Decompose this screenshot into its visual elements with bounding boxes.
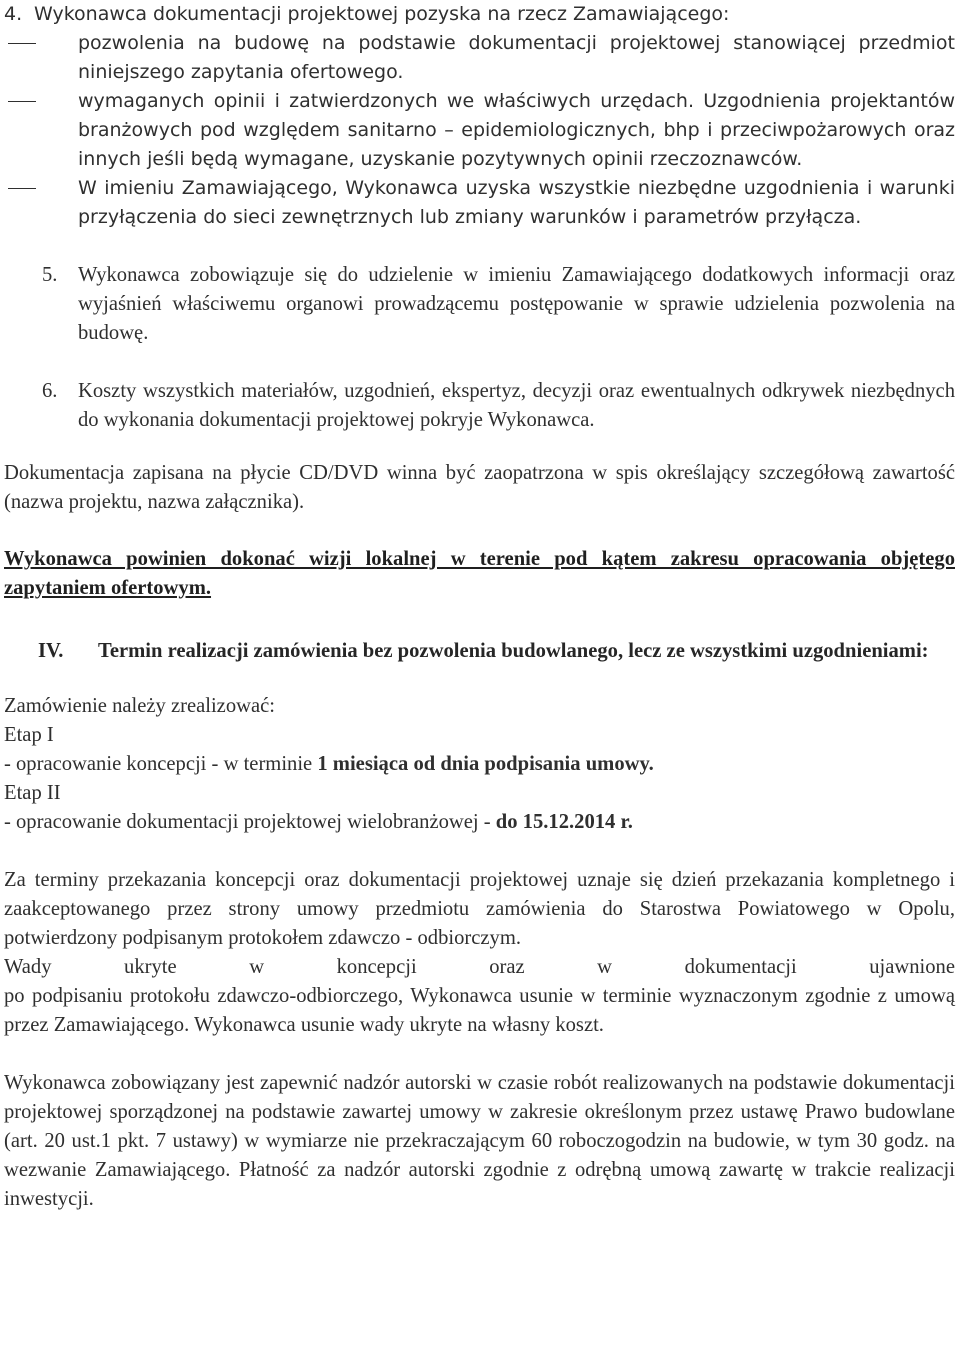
bullet-item <box>4 87 955 174</box>
schedule-block <box>4 692 955 837</box>
site-visit-notice: Wykonawca powinien dokonać wizji lokalnej w terenie pod kątem zakresu opracowania objętego zapytaniem ofertowym. <box>4 548 955 599</box>
section-title: Termin realizacji zamówienia bez pozwolenia budowlanego, lecz ze wszystkimi uzgodnieniami: <box>98 640 929 662</box>
dash-bullet <box>8 43 36 44</box>
supervision-paragraph: Wykonawca zobowiązany jest zapewnić nadzór autorski w czasie robót realizowanych na podstawie dokumentacji projektowej sporządzonej na podstawie zawartej umowy w zakresie określonym przez ustawę Prawo budowlane (art. 20 ust.1 pkt. 7 ustawy) w wymiarze nie przekraczającym 60 roboczogodzin na budowie, w tym 30 godz. na wezwanie Zamawiającego. Płatność za nadzór autorski zgodnie z odrębną umową zawartę w trakcie realizacji inwestycji. <box>4 1072 955 1210</box>
stage-2-text: - opracowanie dokumentacji projektowej wielobranżowej - <box>4 811 496 833</box>
list-number: 4. <box>4 3 23 25</box>
list-item-4 <box>4 0 955 232</box>
schedule-intro: Zamówienie należy zrealizować: <box>4 695 275 717</box>
dash-bullet <box>8 101 36 102</box>
bullet-text: W imieniu Zamawiającego, Wykonawca uzyska wszystkie niezbędne uzgodnienia i warunki przyłączenia do sieci zewnętrznych lub zmiany warunków i parametrów przyłącza. <box>78 177 955 228</box>
bullet-text: pozwolenia na budowę na podstawie dokumentacji projektowej stanowiącej przedmiot niniejszego zapytania ofertowego. <box>78 32 955 83</box>
bullet-item <box>4 29 955 87</box>
document-page <box>4 0 955 1214</box>
list-item-5 <box>4 261 955 348</box>
list-item-text: Wykonawca dokumentacji projektowej pozyska na rzecz Zamawiającego: <box>34 3 730 25</box>
list-number: 6. <box>42 380 58 402</box>
stage-2-deadline: do 15.12.2014 r. <box>495 811 633 833</box>
bullet-text: wymaganych opinii i zatwierdzonych we właściwych urzędach. Uzgodnienia projektantów branżowych pod względem sanitarno – epidemiologicznych, bhp i przeciwpożarowych oraz innych jeśli będą wymagane, uzyskanie pozytywnych opinii rzeczoznawców. <box>78 90 955 170</box>
defects-paragraph: po podpisaniu protokołu zdawczo-odbiorczego, Wykonawca usunie w terminie wyznaczonym zgodnie z umową przez Zamawiającego. Wykonawca usunie wady ukryte na własny koszt. <box>4 985 955 1036</box>
list-item-6 <box>4 377 955 435</box>
list-item-4-intro <box>4 0 955 29</box>
dash-bullet <box>8 188 36 189</box>
stage-1-text: - opracowanie koncepcji - w terminie <box>4 753 318 775</box>
stage-1-line <box>4 750 955 779</box>
section-number: IV. <box>38 640 64 662</box>
list-item-text: Koszty wszystkich materiałów, uzgodnień, ekspertyz, decyzji oraz ewentualnych odkrywek niezbędnych do wykonania dokumentacji projektowej pokryje Wykonawca. <box>78 380 955 431</box>
section-heading <box>4 637 955 666</box>
list-number: 5. <box>42 264 58 286</box>
bullet-item <box>4 174 955 232</box>
stage-2-line <box>4 808 955 837</box>
handover-paragraph: Za terminy przekazania koncepcji oraz dokumentacji projektowej uznaje się dzień przekazania kompletnego i zaakceptowanego przez strony umowy przedmiotu zamówienia do Starostwa Powiatowego w Opolu, potwierdzony podpisanym protokołem zdawczo - odbiorczym. <box>4 869 955 949</box>
cd-note-paragraph: Dokumentacja zapisana na płycie CD/DVD winna być zaopatrzona w spis określający szczegółową zawartość (nazwa projektu, nazwa załącznika). <box>4 462 955 513</box>
defects-line-1: Wady ukryte w koncepcji oraz w dokumentacji ujawnione <box>4 956 955 978</box>
stage-1-deadline: 1 miesiąca od dnia podpisania umowy. <box>317 753 654 775</box>
stage-1-label: Etap I <box>4 724 54 746</box>
list-item-text: Wykonawca zobowiązuje się do udzielenie w imieniu Zamawiającego dodatkowych informacji oraz wyjaśnień właściwemu organowi prowadzącemu postępowanie w sprawie udzielenia pozwolenia na budowę. <box>78 264 955 344</box>
stage-2-label: Etap II <box>4 782 61 804</box>
